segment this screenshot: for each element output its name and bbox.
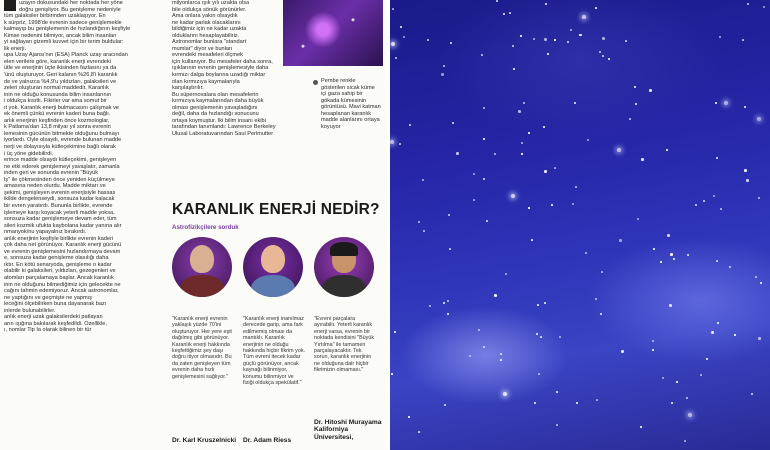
star: [706, 358, 708, 360]
star: [641, 158, 644, 161]
portrait-hitoshi-murayama: [314, 237, 374, 297]
quote-2: "Karanlık enerji inanılmaz derecede garip, ama fark edilmemiş olması da mantıklı. Karanlık enerjinin ne olduğu hakkında hiçbir fikrim yok. Tüm evreni itecek kadar güçlü görünüyor, ancak kaynağı bilinmiyor, konumu bilinmiyor ve fiziği oldukça spekülatif.": [243, 316, 306, 387]
star: [595, 298, 597, 300]
star: [448, 214, 450, 216]
article-col2-line: olan kırmızıya kaymalarıyla: [172, 78, 240, 85]
article-col2-line: ortaya koymuştur. İki bilim insanı ekibi: [172, 117, 266, 124]
image-caption: [313, 78, 381, 130]
star: [676, 381, 678, 383]
star: [757, 117, 761, 121]
quote-1: "Karanlık enerji evrenin yaklaşık yüzde 70'ini oluşturuyor. Her yere eşit dağılmış gibi görünüyor. Karanlık enerji hakkında keşfettiğimiz şey daşı doğru itiyor olmasıdır. Bu da zaten genişleyen tüm evrenin daha hızlı genişlemesini sağlıyor.": [172, 316, 232, 380]
star: [652, 349, 654, 351]
star: [673, 258, 675, 260]
article-col1-line: inlerde bulunabilirler.: [4, 307, 56, 314]
star: [575, 186, 577, 188]
article-column-1: [4, 0, 136, 334]
quote-3: "Evreni parçalara ayırabilir. Yeterli karanlık enerji varsa, evrenin bir noktada kendisini "Büyük Yırtılma" ile tamamen parçalayacaktır. Tek sorun, karanlık enerjinin ne olduğuna dair hiçbir fikrimizin olmaması.": [314, 316, 375, 374]
star: [717, 322, 719, 324]
star: [635, 103, 637, 105]
starfield-image: [390, 0, 770, 450]
star: [716, 260, 718, 262]
star: [503, 392, 507, 396]
article-col1-line: zeleri oluşturan normal maddedir. Karanlık: [4, 85, 109, 92]
star: [601, 271, 603, 273]
star: [711, 331, 714, 334]
star: [582, 15, 586, 19]
star: [652, 340, 654, 342]
article-col1-line: elen verilere göre, karanlık enerji evrendeki: [4, 58, 111, 65]
star: [392, 8, 394, 10]
star: [544, 170, 547, 173]
article-col2-line: bile oldukça sönük görünürler.: [172, 6, 247, 13]
star: [483, 107, 485, 109]
article-col1-line: Kimse nedenini bilmiyor, ancak bilim insanları: [4, 32, 117, 39]
article-col2-line: olması genişlemenin yavaşladığını: [172, 104, 258, 111]
article-col1-line: cağını tahmin edemiyoruz. Ancak astronomlar,: [4, 288, 119, 295]
star: [494, 294, 497, 297]
star: [447, 313, 449, 315]
star: [580, 34, 582, 36]
article-col1-line: inin ne olduğu konusunda bilim insanlarının: [4, 91, 112, 98]
article-col1-line: anlık enerji uzak galaksilerdeki patlayan: [4, 314, 103, 321]
star: [559, 336, 561, 338]
star: [483, 138, 485, 140]
star: [688, 413, 692, 417]
star: [441, 73, 444, 76]
credit-2: Dr. Adam Riess: [243, 437, 292, 444]
star: [513, 68, 515, 70]
article-col1-line: atomları parçalamaya başlar. Ancak karanlık: [4, 274, 114, 281]
star: [600, 313, 602, 315]
star: [602, 37, 605, 40]
star: [746, 179, 749, 182]
star: [585, 252, 587, 254]
article-col2-line: kırmızı dalga boylarına uzadığı miktar: [172, 72, 266, 79]
star: [653, 248, 655, 250]
star: [473, 199, 475, 201]
star: [599, 51, 601, 53]
star: [536, 333, 538, 335]
article-col1-line: ikilde dengelenseydi, sonsuza kadar kalacak: [4, 196, 115, 203]
star: [619, 239, 622, 242]
star: [744, 106, 746, 108]
article-col2-line: mumlar" diyor ve bunları: [172, 45, 233, 52]
article-col2-line: kırmızıya kaymalarından daha büyük: [172, 98, 264, 105]
star: [670, 253, 673, 256]
article-col1-line: arın ışığına bakılarak keşfedildi. Özellikle,: [4, 320, 107, 327]
drop-cap: [4, 0, 16, 11]
star: [538, 373, 540, 375]
star: [617, 148, 621, 152]
star: [662, 377, 664, 379]
article-col2-line: Ama onlara yakın olsaydık: [172, 13, 238, 20]
star: [567, 41, 569, 43]
star: [602, 55, 604, 57]
article-col2-line: için kullanıyor. Bu mesafeler daha sonra,: [172, 58, 273, 65]
star: [443, 302, 445, 304]
star: [595, 7, 597, 9]
star: [729, 266, 731, 268]
article-col1-line: sileri kozmik ufukta kaybolana kadar yanına alır: [4, 222, 122, 229]
article-col1-line: ıt yok. Karanlık enerji bulmacasını çalışmak ve: [4, 104, 120, 111]
star: [520, 35, 522, 37]
article-col1-line: şekimi, genişleyen evrenin enerjisiyle hassas: [4, 189, 116, 196]
star: [481, 54, 483, 56]
star: [452, 122, 454, 124]
portrait-karl-kruszelnicki: [172, 237, 232, 297]
star: [669, 304, 672, 307]
article-col1-line: erince madde olsaydı kütleçekimi, genişleyen: [4, 157, 117, 164]
article-col1-line: k sürpriz, 1998'de evrenin sadece genişlemekle: [4, 19, 122, 26]
star: [570, 29, 572, 31]
section-title: KARANLIK ENERJİ NEDİR?: [172, 201, 380, 218]
star: [734, 334, 736, 336]
credit-3: Dr. Hitoshi Murayama Kaliforniya Üniversitesi,: [314, 419, 382, 441]
star: [403, 36, 405, 38]
star: [649, 89, 652, 92]
star: [394, 331, 396, 333]
star: [755, 276, 757, 278]
star: [512, 45, 514, 47]
article-col2-line: ışıklarının evrenin genişlemesiyle daha: [172, 65, 269, 72]
star: [629, 118, 631, 120]
star: [443, 65, 445, 67]
star: [422, 179, 424, 181]
star: [505, 273, 507, 275]
article-col2-line: Astronomlar bunlara "standart: [172, 39, 247, 46]
article-col1-line: kalmayıp bu genişlemenin de hızlandığının keşfiyle: [4, 26, 131, 33]
star: [760, 282, 762, 284]
article-col2-line: tarafından tanımlandı: Lawrence Berkeley: [172, 124, 276, 131]
article-col1-line: i üç yöne gidebilirdi.: [4, 150, 54, 157]
star: [596, 399, 598, 401]
star: [687, 254, 689, 256]
star: [469, 355, 471, 357]
star: [554, 39, 556, 41]
article-col2-line: milyonlarca ışık yılı uzakta olsa: [172, 0, 250, 6]
article-col2-line: evrendeki mesafeleri ölçmek: [172, 52, 243, 59]
star: [547, 53, 549, 55]
star: [640, 426, 642, 428]
star: [494, 153, 496, 155]
star: [572, 203, 574, 205]
article-col2-line: Bu süpernovalara olan mesafelerin: [172, 91, 259, 98]
star: [715, 102, 717, 104]
star: [521, 153, 523, 155]
star: [391, 42, 395, 46]
article-col1-line: iyorlardı. Öyle olsaydı, evrende bulunan madde: [4, 137, 122, 144]
star: [483, 178, 485, 180]
article-column-2: [172, 0, 304, 137]
star: [551, 204, 553, 206]
star: [763, 6, 765, 8]
star: [695, 204, 697, 206]
star: [449, 248, 451, 250]
star: [528, 132, 530, 134]
star: [456, 152, 459, 155]
star: [703, 200, 705, 202]
star: [429, 305, 431, 307]
article-col1-line: doğru genişliyor. Bu genişleme nedeniyle: [19, 6, 121, 13]
star: [540, 336, 542, 338]
star: [758, 337, 761, 340]
caption-text: Pembe renkle gösterilen sicak küme içi gaza sahip bir gökada kümesinin görüntüsü. Mavi katman hesaplanan karanlık madde alanlarını ortaya koyuyor: [321, 78, 381, 130]
star: [450, 42, 452, 44]
article-col1-line: k Patlama'dan 13,8 milyar yıl sonra evrenin: [4, 124, 111, 131]
star: [534, 402, 536, 404]
article-col1-line: ek önemli çünkü evrenin kaderi buna bağlı.: [4, 111, 111, 118]
star: [531, 239, 533, 241]
article-col1-line: bir evren yaratırdı. Bununla birlikte, evrende: [4, 202, 113, 209]
star: [713, 195, 715, 197]
star: [408, 416, 410, 418]
article-col1-line: arlık enerjinin keşfinden önce kozmologlar,: [4, 117, 110, 124]
star: [744, 169, 747, 172]
star: [667, 234, 670, 237]
article-col1-line: de ve yalnızca %4,9'u yıldızları, galaksileri ve: [4, 78, 117, 85]
article-col2-line: ne kadar parlak olacaklarını: [172, 19, 241, 26]
article-col1-line: inden geri ve sonunda evrenin "Büyük: [4, 170, 99, 177]
article-col1-line: ne etki ederek genişlemeyi yavaşlatır, zamanla: [4, 163, 120, 170]
article-col1-line: yi sağlayan gizemli kuvvet için bir terim buldular:: [4, 39, 124, 46]
article-col1-line: ı, nomlar Tip Ia olarak bilinen bir tür: [4, 327, 92, 334]
star: [544, 302, 546, 304]
star: [747, 3, 749, 5]
star: [500, 359, 502, 361]
star: [511, 194, 515, 198]
star: [395, 57, 397, 59]
star: [521, 142, 523, 144]
star: [720, 208, 722, 210]
star: [660, 261, 662, 263]
star: [621, 350, 624, 353]
article-col1-line: uzayın dokusundaki her noktada her yöne: [19, 0, 123, 6]
star: [473, 173, 475, 175]
article-col2-line: olduklarını hesaplayabiliriz.: [172, 32, 240, 39]
star: [427, 39, 429, 41]
article-col2-line: Ulusal Laboratuvarından Saul Perlmutter: [172, 130, 274, 137]
credit-1: Dr. Karl Kruszelnicki: [172, 437, 237, 444]
star: [391, 373, 393, 375]
portrait-adam-riess: [243, 237, 303, 297]
star: [758, 197, 760, 199]
article-col1-line: nerji ve dolayısıyla kütleçekimine bağlı olarak: [4, 144, 116, 151]
article-col1-line: lik enerji.: [4, 45, 27, 52]
star: [390, 140, 394, 144]
star: [556, 391, 558, 393]
article-col1-line: ne yaptığını ve geçmişte ne yapmış: [4, 294, 92, 301]
star: [751, 393, 753, 395]
star: [400, 26, 402, 28]
star: [574, 102, 576, 104]
star: [533, 38, 535, 40]
star: [486, 220, 488, 222]
star: [409, 124, 411, 126]
article-col1-line: nmanyok/nu yapayalnız bırakırdı.: [4, 229, 87, 236]
star: [742, 39, 744, 41]
star: [686, 397, 688, 399]
star: [587, 139, 589, 141]
star: [509, 12, 511, 14]
star: [544, 38, 547, 41]
article-col2-line: bildiğimiz için ne kadar uzakta: [172, 26, 247, 33]
star: [576, 402, 578, 404]
star: [608, 58, 610, 60]
article-col1-line: leceğini ölçebilirken buna dayanarak bazı: [4, 301, 107, 308]
star: [700, 374, 702, 376]
article-col1-line: lemesinin gücünün bitmekte olduğunu bulmayı: [4, 130, 120, 137]
star: [724, 101, 728, 105]
star: [684, 440, 686, 442]
star: [518, 110, 521, 113]
article-col1-line: ıktır. En kötü senaryoda, genişleme o kadar: [4, 261, 112, 268]
star: [418, 431, 420, 433]
star: [716, 157, 718, 159]
star: [634, 86, 636, 88]
article-col1-line: tüm galaksiler birbirinden uzaklaşıyor. En: [4, 13, 106, 20]
article-col1-line: lş" ile çökmesinden önce yeniden küçülmeye: [4, 176, 115, 183]
article-col1-line: upa Uzay Ajansı'nın (ESA) Planck uzay aracından: [4, 52, 128, 59]
article-col2-line: karşılaştırılır.: [172, 85, 204, 92]
article-col1-line: amasına neden olurdu. Madde miktarı ve: [4, 183, 106, 190]
article-col1-line: 'ünü oluşturuyor. Geri kalanın %26,8'i karanlık: [4, 72, 118, 79]
article-col1-line: olabilir ki galaksileri, yıldızları, gezegenleri ve: [4, 268, 116, 275]
star: [537, 304, 539, 306]
star: [478, 329, 480, 331]
article-col1-line: ve evrenin genişlemesini hızlandırmaya devam: [4, 248, 121, 255]
star: [666, 149, 668, 151]
section-subtitle: Astrofizikçilere sorduk: [172, 224, 239, 231]
star: [543, 126, 545, 128]
star: [523, 102, 525, 104]
star: [418, 221, 420, 223]
star: [554, 167, 556, 169]
article-col1-line: inin ne olduğunu bilmediğimiz için gelecekte ne: [4, 281, 121, 288]
star: [671, 402, 673, 404]
article-col1-line: sonsuza kadar genişlemeye devam eder, tüm: [4, 216, 117, 223]
star: [556, 424, 558, 426]
article-col1-line: i oldukça kısıtlı. Fikirler var ama somut bir: [4, 98, 107, 105]
star: [625, 40, 627, 42]
star: [528, 207, 530, 209]
star: [545, 3, 547, 5]
star: [444, 404, 446, 406]
article-col1-line: e, sonsuza kadar genişleme olasılığı daha: [4, 255, 109, 262]
article-col1-line: anlık enerjinin keşfiyle birlikte evrenin kaderi: [4, 235, 114, 242]
star: [503, 13, 505, 15]
star: [637, 218, 639, 220]
star: [719, 36, 721, 38]
star: [496, 0, 498, 2]
article-col2-line: değil, daha da hızlandığı sonucunu: [172, 111, 259, 118]
star: [399, 143, 401, 145]
star: [500, 353, 502, 355]
star: [447, 300, 449, 302]
article-col1-line: çok daha net görünüyor. Karanlık enerji gücünü: [4, 242, 122, 249]
article-col1-line: ütle ve enerjinin üçte ikisinden fazlasını ya da: [4, 65, 117, 72]
star: [423, 230, 425, 232]
article-col1-line: işlemeye karşı koyacak yeterli madde yoksa,: [4, 209, 115, 216]
star: [483, 346, 485, 348]
